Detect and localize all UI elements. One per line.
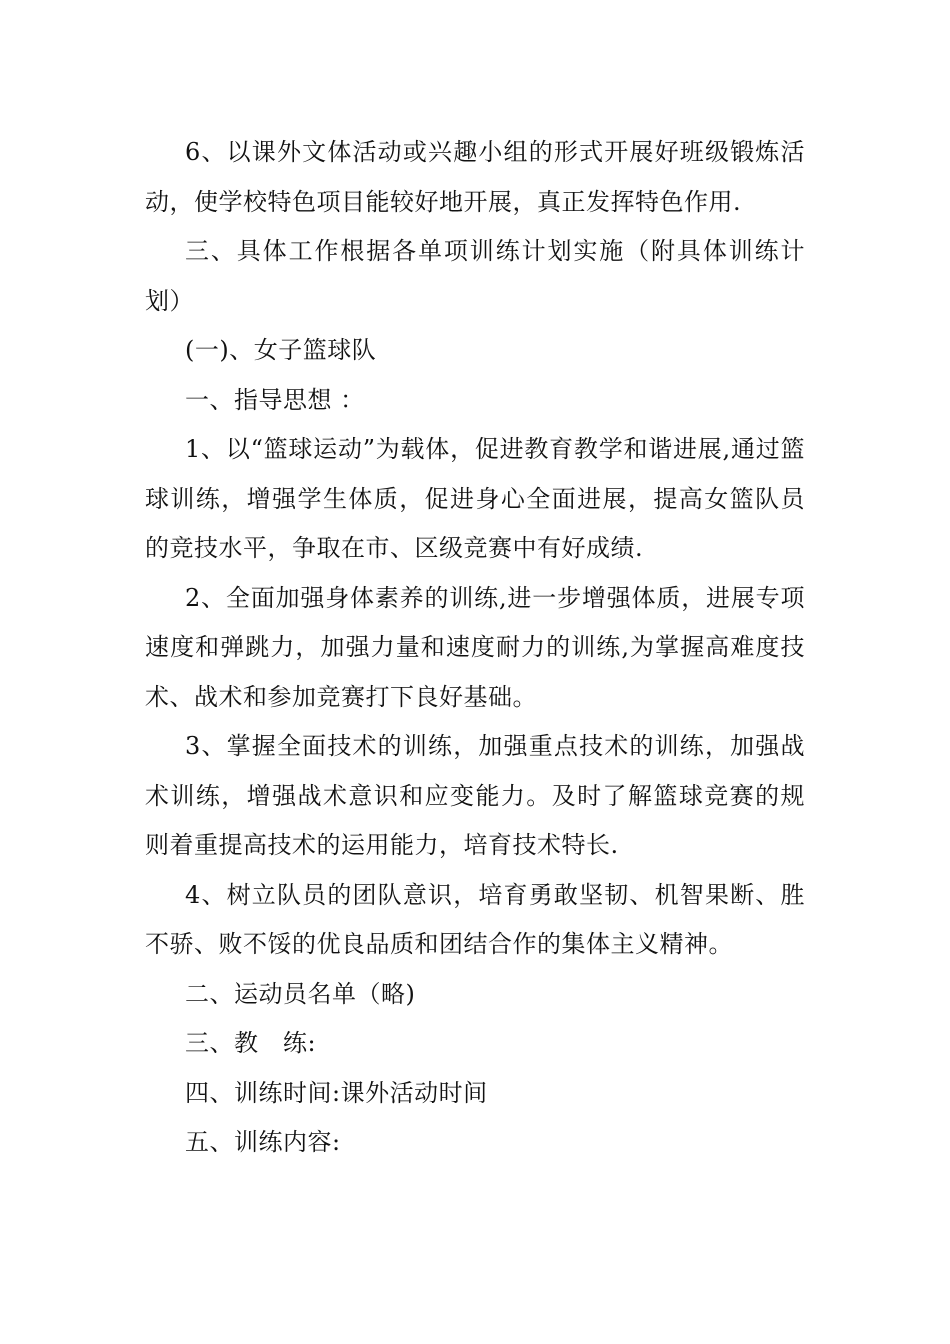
section-heading-implementation: 三、具体工作根据各单项训练计划实施（附具体训练计划） (145, 237, 805, 315)
heading-training-content: 五、训练内容: (185, 1128, 341, 1156)
paragraph-item-1: 1、以“篮球运动”为载体，促进教育教学和谐进展,通过篮球训练，增强学生体质，促进身心全面进展，提高女篮队员的竞技水平，争取在市、区级竞赛中有好成绩. (145, 435, 805, 562)
subsection-heading-girls-basketball: (一)、女子篮球队 (185, 336, 377, 364)
paragraph-item-4: 4、树立队员的团队意识，培育勇敢坚韧、机智果断、胜不骄、败不馁的优良品质和团结合作的集体主义精神。 (145, 880, 805, 958)
heading-training-time: 四、训练时间:课外活动时间 (185, 1078, 488, 1107)
heading-guiding-ideology: 一、指导思想 ： (185, 385, 365, 414)
heading-athlete-list: 二、运动员名单（略) (185, 979, 416, 1008)
paragraph-item-6: 6、以课外文体活动或兴趣小组的形式开展好班级锻炼活动，使学校特色项目能较好地开展，真正发挥特色作用. (145, 138, 805, 216)
heading-coach: 三、教 练: (185, 1029, 317, 1057)
paragraph-item-2: 2、全面加强身体素养的训练,进一步增强体质，进展专项速度和弹跳力，加强力量和速度耐力的训练,为掌握高难度技术、战术和参加竞赛打下良好基础。 (145, 583, 805, 711)
document-body (145, 128, 805, 1168)
paragraph-item-3: 3、掌握全面技术的训练，加强重点技术的训练，加强战术训练，增强战术意识和应变能力。及时了解篮球竞赛的规则着重提高技术的运用能力，培育技术特长. (145, 732, 805, 859)
